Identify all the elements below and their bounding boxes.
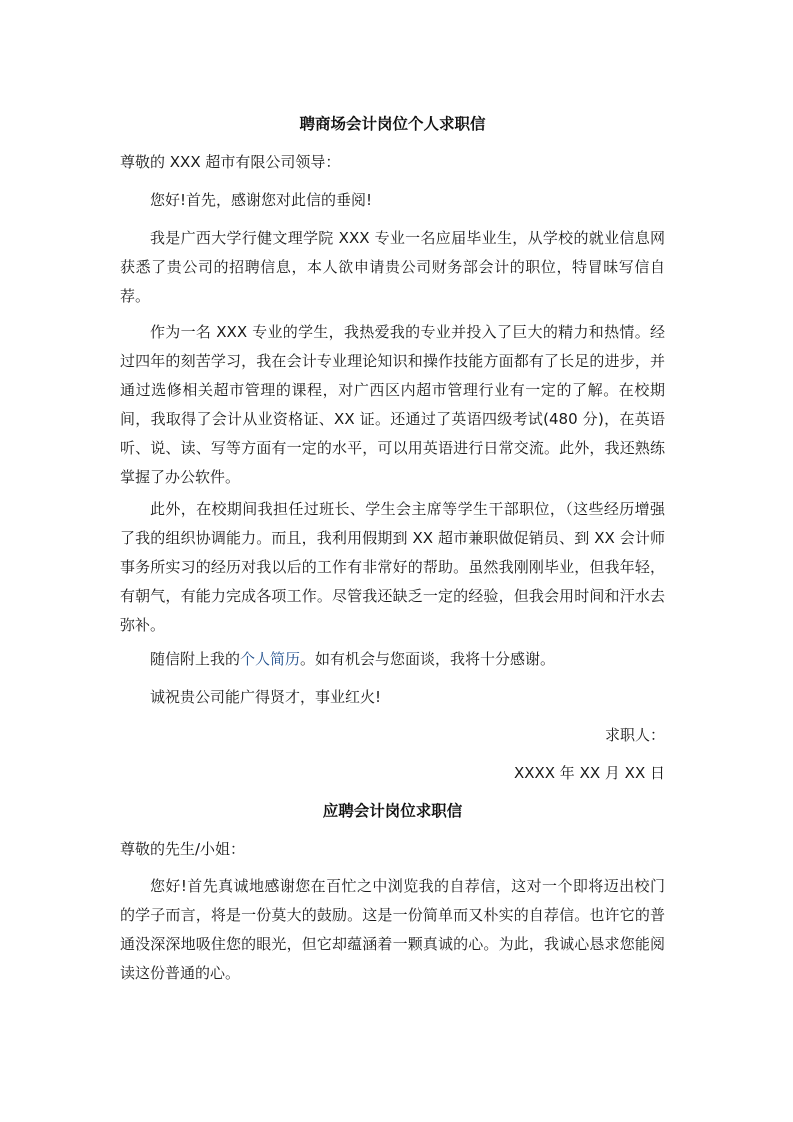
letter1-signature: 求职人：	[604, 726, 665, 744]
resume-link[interactable]: 个人简历	[240, 650, 301, 668]
letter2-salutation: 尊敬的先生/小姐：	[120, 840, 246, 858]
letter1-paragraph-6: 诚祝贵公司能广得贤才，事业红火!	[150, 688, 382, 706]
letter2-paragraph-1: 您好!首先真诚地感谢您在百忙之中浏览我的自荐信，这对一个即将迈出校门的学子而言，将是一份莫大的鼓励。这是一份简单而又朴实的自荐信。也许它的普通没深深地吸住您的眼光，但它却蕴涵着一颗真诚的心。为此，我诚心恳求您能阅读这份普通的心。	[120, 877, 665, 982]
letter1-paragraph-1: 您好!首先，感谢您对此信的垂阅!	[150, 191, 373, 209]
letter1-paragraph-3: 作为一名 XXX 专业的学生，我热爱我的专业并投入了巨大的精力和热情。经过四年的刻苦学习，我在会计专业理论知识和操作技能方面都有了长足的进步，并通过选修相关超市管理的课程，对广西区内超市管理行业有一定的了解。在校期间，我取得了会计从业资格证、XX 证。还通过了英语四级考试(480 分)，在英语听、说、读、写等方面有一定的水平，可以用英语进行日常交流。此外，我还熟练掌握了办公软件。	[120, 323, 665, 486]
letter1-salutation: 尊敬的 XXX 超市有限公司领导：	[120, 153, 341, 171]
letter1-paragraph-5	[120, 645, 665, 674]
paragraph-5-text-before: 随信附上我的	[150, 650, 241, 668]
letter1-paragraph-4: 此外，在校期间我担任过班长、学生会主席等学生干部职位，（这些经历增强了我的组织协调能力。而且，我利用假期到 XX 超市兼职做促销员、到 XX 会计师事务所实习的经历对我以后的工作有非常好的帮助。虽然我刚刚毕业，但我年轻，有朝气，有能力完成各项工作。尽管我还缺乏一定的经验，但我会用时间和汗水去弥补。	[120, 500, 665, 634]
letter1-title: 聘商场会计岗位个人求职信	[299, 114, 486, 133]
paragraph-5-text-after: 。如有机会与您面谈，我将十分感谢。	[300, 650, 556, 668]
letter1-paragraph-2: 我是广西大学行健文理学院 XXX 专业一名应届毕业生，从学校的就业信息网获悉了贵公司的招聘信息，本人欲申请贵公司财务部会计的职位，特冒昧写信自荐。	[120, 229, 665, 305]
letter2-title: 应聘会计岗位求职信	[322, 801, 463, 820]
letter1-date: XXXX 年 XX 月 XX 日	[513, 764, 665, 782]
